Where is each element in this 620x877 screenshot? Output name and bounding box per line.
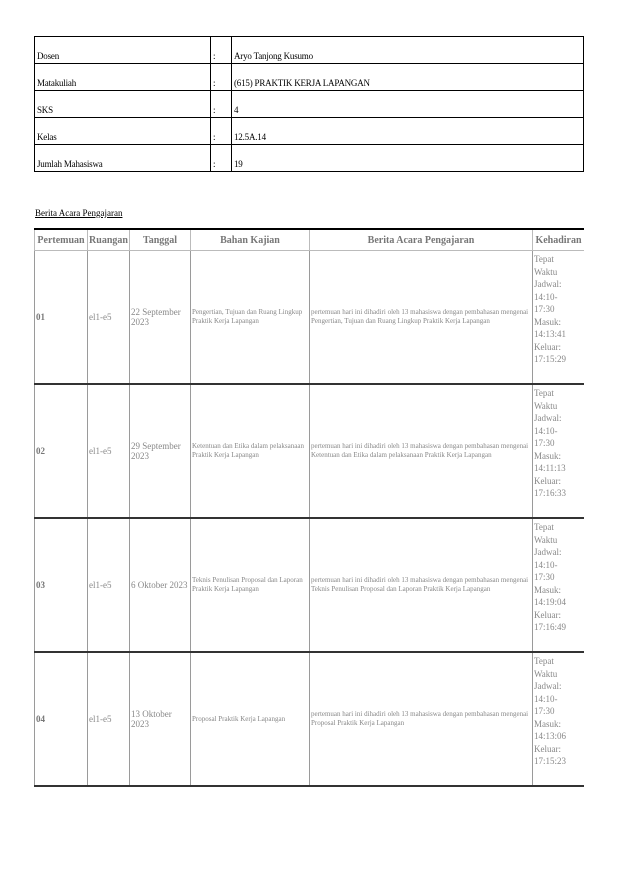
room: el1-e5 <box>88 652 130 786</box>
attendance-table <box>34 230 584 787</box>
checkout-label: Keluar: <box>534 475 561 486</box>
header-bahan-kajian: Bahan Kajian <box>191 230 310 251</box>
meeting-number: 01 <box>35 251 88 385</box>
info-label: Matakuliah <box>35 64 211 91</box>
header-kehadiran: Kehadiran <box>533 230 585 251</box>
checkout-label: Keluar: <box>534 341 561 352</box>
checkout-time: 17:15:23 <box>534 756 567 766</box>
checkout-time: 17:16:33 <box>534 488 567 498</box>
table-row <box>35 384 585 518</box>
info-separator: : <box>211 37 232 64</box>
table-row <box>35 652 585 786</box>
attendance-status: Waktu <box>534 400 558 411</box>
info-separator: : <box>211 145 232 172</box>
schedule-end: 17:30 <box>534 572 555 582</box>
info-label: Kelas <box>35 118 211 145</box>
schedule-start: 14:10- <box>534 425 558 436</box>
room: el1-e5 <box>88 384 130 518</box>
attendance <box>533 652 585 786</box>
info-row-dosen <box>35 37 584 64</box>
info-row-sks <box>35 91 584 118</box>
info-separator: : <box>211 118 232 145</box>
description: pertemuan hari ini dihadiri oleh 13 mahasiswa dengan pembahasan mengenai Teknis Penulisan Proposal dan Laporan Praktik Kerja Lapangan <box>310 518 533 652</box>
attendance-table-wrapper <box>34 228 584 790</box>
attendance <box>533 251 585 385</box>
description: pertemuan hari ini dihadiri oleh 13 mahasiswa dengan pembahasan mengenai Ketentuan dan Etika dalam pelaksanaan Praktik Kerja Lapangan <box>310 384 533 518</box>
attendance-status: Tepat <box>534 522 554 532</box>
description: pertemuan hari ini dihadiri oleh 13 mahasiswa dengan pembahasan mengenai Pengertian, Tujuan dan Ruang Lingkup Praktik Kerja Lapangan <box>310 251 533 385</box>
schedule-start: 14:10- <box>534 559 558 570</box>
date: 29 September 2023 <box>130 384 191 518</box>
topic: Teknis Penulisan Proposal dan Laporan Praktik Kerja Lapangan <box>191 518 310 652</box>
info-label: SKS <box>35 91 211 118</box>
schedule-label: Jadwal: <box>534 681 562 691</box>
attendance <box>533 384 585 518</box>
info-label: Dosen <box>35 37 211 64</box>
info-value: 12.5A.14 <box>232 118 584 145</box>
checkout-time: 17:16:49 <box>534 622 567 632</box>
schedule-label: Jadwal: <box>534 413 562 423</box>
checkin-label: Masuk: <box>534 584 561 595</box>
schedule-start: 14:10- <box>534 693 558 704</box>
topic: Ketentuan dan Etika dalam pelaksanaan Praktik Kerja Lapangan <box>191 384 310 518</box>
meeting-number: 03 <box>35 518 88 652</box>
section-title: Berita Acara Pengajaran <box>35 208 123 218</box>
course-info-table <box>34 36 584 172</box>
header-pertemuan: Pertemuan <box>35 230 88 251</box>
info-value: Aryo Tanjong Kusumo <box>232 37 584 64</box>
info-value: (615) PRAKTIK KERJA LAPANGAN <box>232 64 584 91</box>
checkin-time: 14:13:06 <box>534 731 567 741</box>
description: pertemuan hari ini dihadiri oleh 13 mahasiswa dengan pembahasan mengenai Proposal Praktik Kerja Lapangan <box>310 652 533 786</box>
checkout-label: Keluar: <box>534 609 561 620</box>
table-row <box>35 518 585 652</box>
checkout-time: 17:15:29 <box>534 354 567 364</box>
checkin-time: 14:19:04 <box>534 597 567 607</box>
info-row-matakuliah <box>35 64 584 91</box>
topic: Proposal Praktik Kerja Lapangan <box>191 652 310 786</box>
checkin-time: 14:11:13 <box>534 463 566 473</box>
schedule-label: Jadwal: <box>534 279 562 289</box>
schedule-end: 17:30 <box>534 304 555 314</box>
checkin-label: Masuk: <box>534 450 561 461</box>
schedule-end: 17:30 <box>534 706 555 716</box>
table-row <box>35 251 585 385</box>
info-separator: : <box>211 64 232 91</box>
table-header-row <box>35 230 585 251</box>
checkin-label: Masuk: <box>534 316 561 327</box>
schedule-end: 17:30 <box>534 438 555 448</box>
room: el1-e5 <box>88 518 130 652</box>
topic: Pengertian, Tujuan dan Ruang Lingkup Praktik Kerja Lapangan <box>191 251 310 385</box>
attendance-status: Waktu <box>534 534 558 545</box>
meeting-number: 04 <box>35 652 88 786</box>
info-row-jumlah-mahasiswa <box>35 145 584 172</box>
date: 13 Oktober 2023 <box>130 652 191 786</box>
date: 6 Oktober 2023 <box>130 518 191 652</box>
schedule-start: 14:10- <box>534 291 558 302</box>
info-separator: : <box>211 91 232 118</box>
attendance-status: Waktu <box>534 266 558 277</box>
info-value: 4 <box>232 91 584 118</box>
header-ruangan: Ruangan <box>88 230 130 251</box>
info-row-kelas <box>35 118 584 145</box>
attendance-status: Tepat <box>534 254 554 264</box>
header-berita-acara: Berita Acara Pengajaran <box>310 230 533 251</box>
attendance-status: Tepat <box>534 656 554 666</box>
checkin-time: 14:13:41 <box>534 329 567 339</box>
header-tanggal: Tanggal <box>130 230 191 251</box>
checkout-label: Keluar: <box>534 743 561 754</box>
attendance-status: Waktu <box>534 668 558 679</box>
meeting-number: 02 <box>35 384 88 518</box>
schedule-label: Jadwal: <box>534 547 562 557</box>
date: 22 September 2023 <box>130 251 191 385</box>
checkin-label: Masuk: <box>534 718 561 729</box>
info-label: Jumlah Mahasiswa <box>35 145 211 172</box>
room: el1-e5 <box>88 251 130 385</box>
attendance <box>533 518 585 652</box>
info-value: 19 <box>232 145 584 172</box>
attendance-status: Tepat <box>534 388 554 398</box>
